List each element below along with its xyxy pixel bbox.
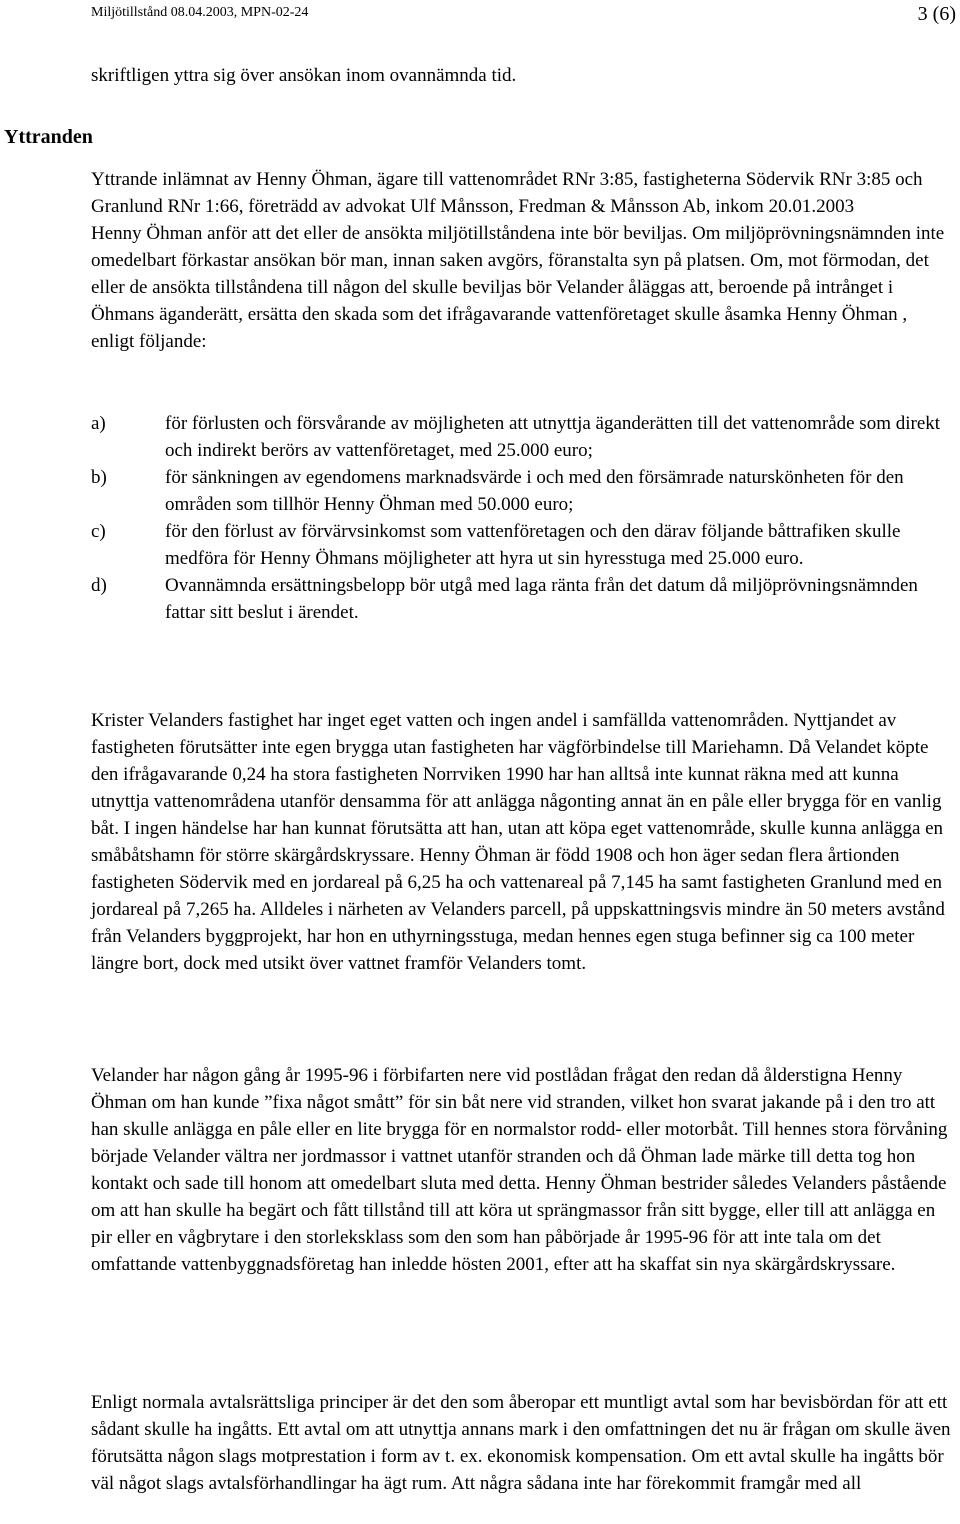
list-item-text: för den förlust av förvärvsinkomst som vattenföretagen och den därav följande båttrafiken skulle medföra för Henny Öhmans möjligheter att hyra ut sin hyresstuga med 25.000 euro. bbox=[165, 521, 901, 569]
velander-history-paragraph bbox=[91, 1062, 953, 1278]
section-heading-yttranden: Yttranden bbox=[4, 126, 93, 148]
list-item bbox=[91, 572, 953, 626]
list-item-marker: b) bbox=[91, 467, 107, 488]
statement-intro-paragraph: Yttrande inlämnat av Henny Öhman, ägare till vattenområdet RNr 3:85, fastigheterna Södervik RNr 3:85 och Granlund RNr 1:66, företrädd av advokat Ulf Månsson, Fredman & Månsson Ab, inkom 20.01.2003 bbox=[91, 169, 923, 217]
contract-principles-text: Enligt normala avtalsrättsliga principer är det den som åberopar ett muntligt avtal som har bevisbördan för att ett sådant skulle ha ingåtts. Ett avtal om att utnyttja annans mark i den omfattningen det nu är frågan om skulle även förutsätta någon slags motprestation i form av t. ex. ekonomisk kompensation. Om ett avtal skulle ha ingåtts bör väl något slags avtalsförhandlingar ha ägt rum. Att några sådana inte har förekommit framgår med all bbox=[91, 1392, 951, 1494]
list-item-text: för sänkningen av egendomens marknadsvärde i och med den försämrade naturskönheten för den områden som tillhör Henny Öhman med 50.000 euro; bbox=[165, 467, 904, 515]
list-item-marker: a) bbox=[91, 413, 106, 434]
list-item-marker: c) bbox=[91, 521, 106, 542]
objection-paragraph: Henny Öhman anför att det eller de ansökta miljötillståndena inte bör beviljas. Om miljöprövningsnämnden inte omedelbart förkastar ansökan bör man, innan saken avgörs, föranstalta syn på platsen. Om, mot förmodan, det eller de ansökta tillståndena till någon del skulle beviljas bör Velander åläggas att, beroende på intrånget i Öhmans äganderätt, ersätta den skada som det ifrågavarande vattenföretaget skulle åsamka Henny Öhman , enligt följande: bbox=[91, 223, 945, 352]
list-item-text: för förlusten och försvårande av möjligheten att utnyttja äganderätten till det vattenområde som direkt och indirekt berörs av vattenföretaget, med 25.000 euro; bbox=[165, 413, 941, 461]
intro-line bbox=[91, 62, 953, 89]
velander-history-text: Velander har någon gång år 1995-96 i förbifarten nere vid postlådan frågat den redan då ålderstigna Henny Öhman om han kunde ”fixa något smått” för sin båt nere vid stranden, vilket hon svarat jakande på i den tro att han skulle anlägga en påle eller en lite brygga för en normalstor rodd- eller motorbåt. Till hennes stora förvåning började Velander vältra ner jordmassor i vattnet utanför stranden och då Öhman lade märke till detta tog hon kontakt och sade till honom att omedelbart sluta med detta. Henny Öhman bestrider således Velanders påstående om att han skulle ha begärt och fått tillstånd till att köra ut sprängmassor från sitt bygge, eller till att anlägga en pir eller en vågbrytare i den storleksklass som den som han påbörjade år 1995-96 för att inte tala om det omfattande vattenbyggnadsföretag han inledde hösten 2001, efter att ha skaffat sin nya skärgårdskryssare. bbox=[91, 1065, 948, 1275]
list-item-text: Ovannämnda ersättningsbelopp bör utgå med laga ränta från det datum då miljöprövningsnämnden fattar sitt beslut i ärendet. bbox=[165, 575, 918, 623]
velander-property-paragraph bbox=[91, 707, 953, 977]
list-item-marker: d) bbox=[91, 575, 107, 596]
section-body bbox=[91, 166, 953, 355]
velander-property-text: Krister Velanders fastighet har inget eget vatten och ingen andel i samfällda vattenområden. Nyttjandet av fastigheten förutsätter inte egen brygga utan fastigheten har vägförbindelse till Mariehamn. Då Velandet köpte den ifrågavarande 0,24 ha stora fastigheten Norrviken 1990 har han alltså inte kunnat räkna med att kunna utnyttja vattenområdena utanför densamma för att anlägga någonting annat än en påle eller brygga för en vanlig båt. I ingen händelse har han kunnat förutsätta att han, utan att köpa eget vattenområde, skulle kunna anlägga en småbåtshamn för större skärgårdskryssare. Henny Öhman är född 1908 och hon äger sedan flera årtionden fastigheten Södervik med en jordareal på 6,25 ha och vattenareal på 7,145 ha samt fastigheten Granlund med en jordareal på 7,265 ha. Alldeles i närheten av Velanders parcell, på uppskattningsvis mindre än 50 meters avstånd från Velanders byggprojekt, har hon en uthyrningsstuga, medan hennes egen stuga befinner sig ca 100 meter längre bort, dock med utsikt över vattnet framför Velanders tomt. bbox=[91, 710, 945, 974]
list-item bbox=[91, 518, 953, 572]
list-item bbox=[91, 410, 953, 464]
list-item bbox=[91, 464, 953, 518]
contract-principles-paragraph bbox=[91, 1389, 953, 1497]
compensation-claims-list bbox=[91, 410, 953, 626]
header-document-reference: Miljötillstånd 08.04.2003, MPN-02-24 bbox=[91, 5, 309, 20]
header-page-number: 3 (6) bbox=[917, 3, 956, 25]
intro-line-text: skriftligen yttra sig över ansökan inom ovannämnda tid. bbox=[91, 65, 517, 86]
